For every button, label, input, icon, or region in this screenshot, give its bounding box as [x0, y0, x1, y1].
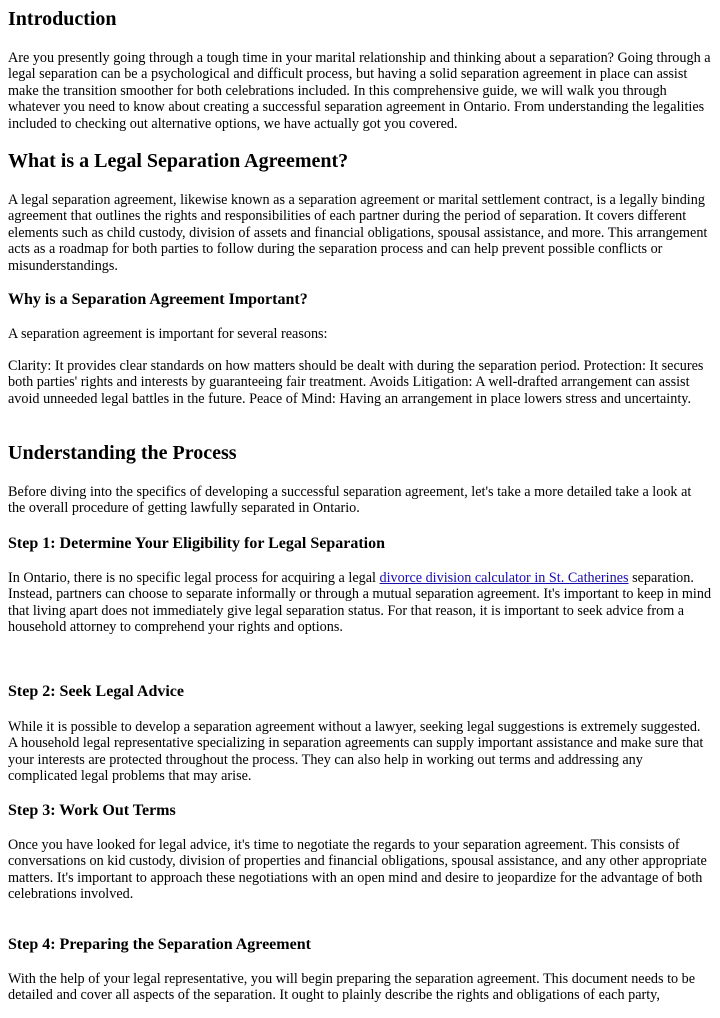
paragraph-what-is-legal-separation-agreement: A legal separation agreement, likewise known as a separation agreement or marital settlement contract, is a legally binding agreement that outlines the rights and responsibilities of each partner during the period of separation. It covers different elements such as child custody, division of assets and financial obligations, spousal assistance, and more. This arrangement acts as a roadmap for both parties to follow during the separation process and can help prevent possible conflicts or misunderstandings. [8, 192, 708, 274]
divorce-division-calculator-link[interactable]: divorce division calculator in St. Catherines [379, 570, 629, 586]
paragraph-step-1 [8, 570, 712, 636]
step-1-text-after-link: separation. Instead, partners can choose to separate informally or through a mutual separation agreement. It's important to keep in mind that living apart does not immediately give legal separation status. For that reason, it is important to seek advice from a household attorney to comprehend your rights and options. [8, 570, 712, 636]
heading-what-is-legal-separation-agreement: What is a Legal Separation Agreement? [8, 150, 349, 172]
step-1-text-before-link: In Ontario, there is no specific legal process for acquiring a legal [8, 570, 380, 586]
heading-understanding-process: Understanding the Process [8, 442, 237, 464]
paragraph-step-4: With the help of your legal representative, you will begin preparing the separation agreement. This document needs to be detailed and cover all aspects of the separation. It ought to plainly describe the rights and obligations of each party, [8, 971, 696, 1004]
heading-introduction: Introduction [8, 8, 117, 30]
paragraph-introduction: Are you presently going through a tough time in your marital relationship and thinking about a separation? Going through a legal separation can be a psychological and difficult process, but having a solid separation agreement in place can assist make the transition smoother for both celebrations included. In this comprehensive guide, we will walk you through whatever you need to know about creating a successful separation agreement in Ontario. From understanding the legalities included to checking out alternative options, we have actually got you covered. [8, 50, 711, 132]
heading-step-1: Step 1: Determine Your Eligibility for Legal Separation [8, 535, 386, 552]
paragraph-understanding-process: Before diving into the specifics of developing a successful separation agreement, let's take a more detailed take a look at the overall procedure of getting lawfully separated in Ontario. [8, 484, 692, 517]
paragraph-why-important-reasons: Clarity: It provides clear standards on how matters should be dealt with during the separation period. Protection: It secures both parties' rights and interests by guaranteeing fair treatment. Avoids Litigation: A well-drafted arrangement can assist avoid unneeded legal battles in the future. Peace of Mind: Having an arrangement in place lowers stress and uncertainty. [8, 358, 704, 407]
heading-step-4: Step 4: Preparing the Separation Agreement [8, 936, 311, 953]
paragraph-step-2: While it is possible to develop a separation agreement without a lawyer, seeking legal suggestions is extremely suggested. A household legal representative specializing in separation agreements can supply important assistance and make sure that your interests are protected throughout the process. They can also help in working out terms and addressing any complicated legal problems that may arise. [8, 719, 704, 785]
heading-step-3: Step 3: Work Out Terms [8, 802, 176, 819]
heading-why-important: Why is a Separation Agreement Important? [8, 291, 308, 308]
paragraph-why-important-intro: A separation agreement is important for several reasons: [8, 326, 328, 342]
paragraph-step-3: Once you have looked for legal advice, it's time to negotiate the regards to your separation agreement. This consists of conversations on kid custody, division of properties and financial obligations, spousal assistance, and any other appropriate matters. It's important to approach these negotiations with an open mind and desire to jeopardize for the advantage of both celebrations involved. [8, 837, 707, 903]
heading-step-2: Step 2: Seek Legal Advice [8, 683, 184, 700]
